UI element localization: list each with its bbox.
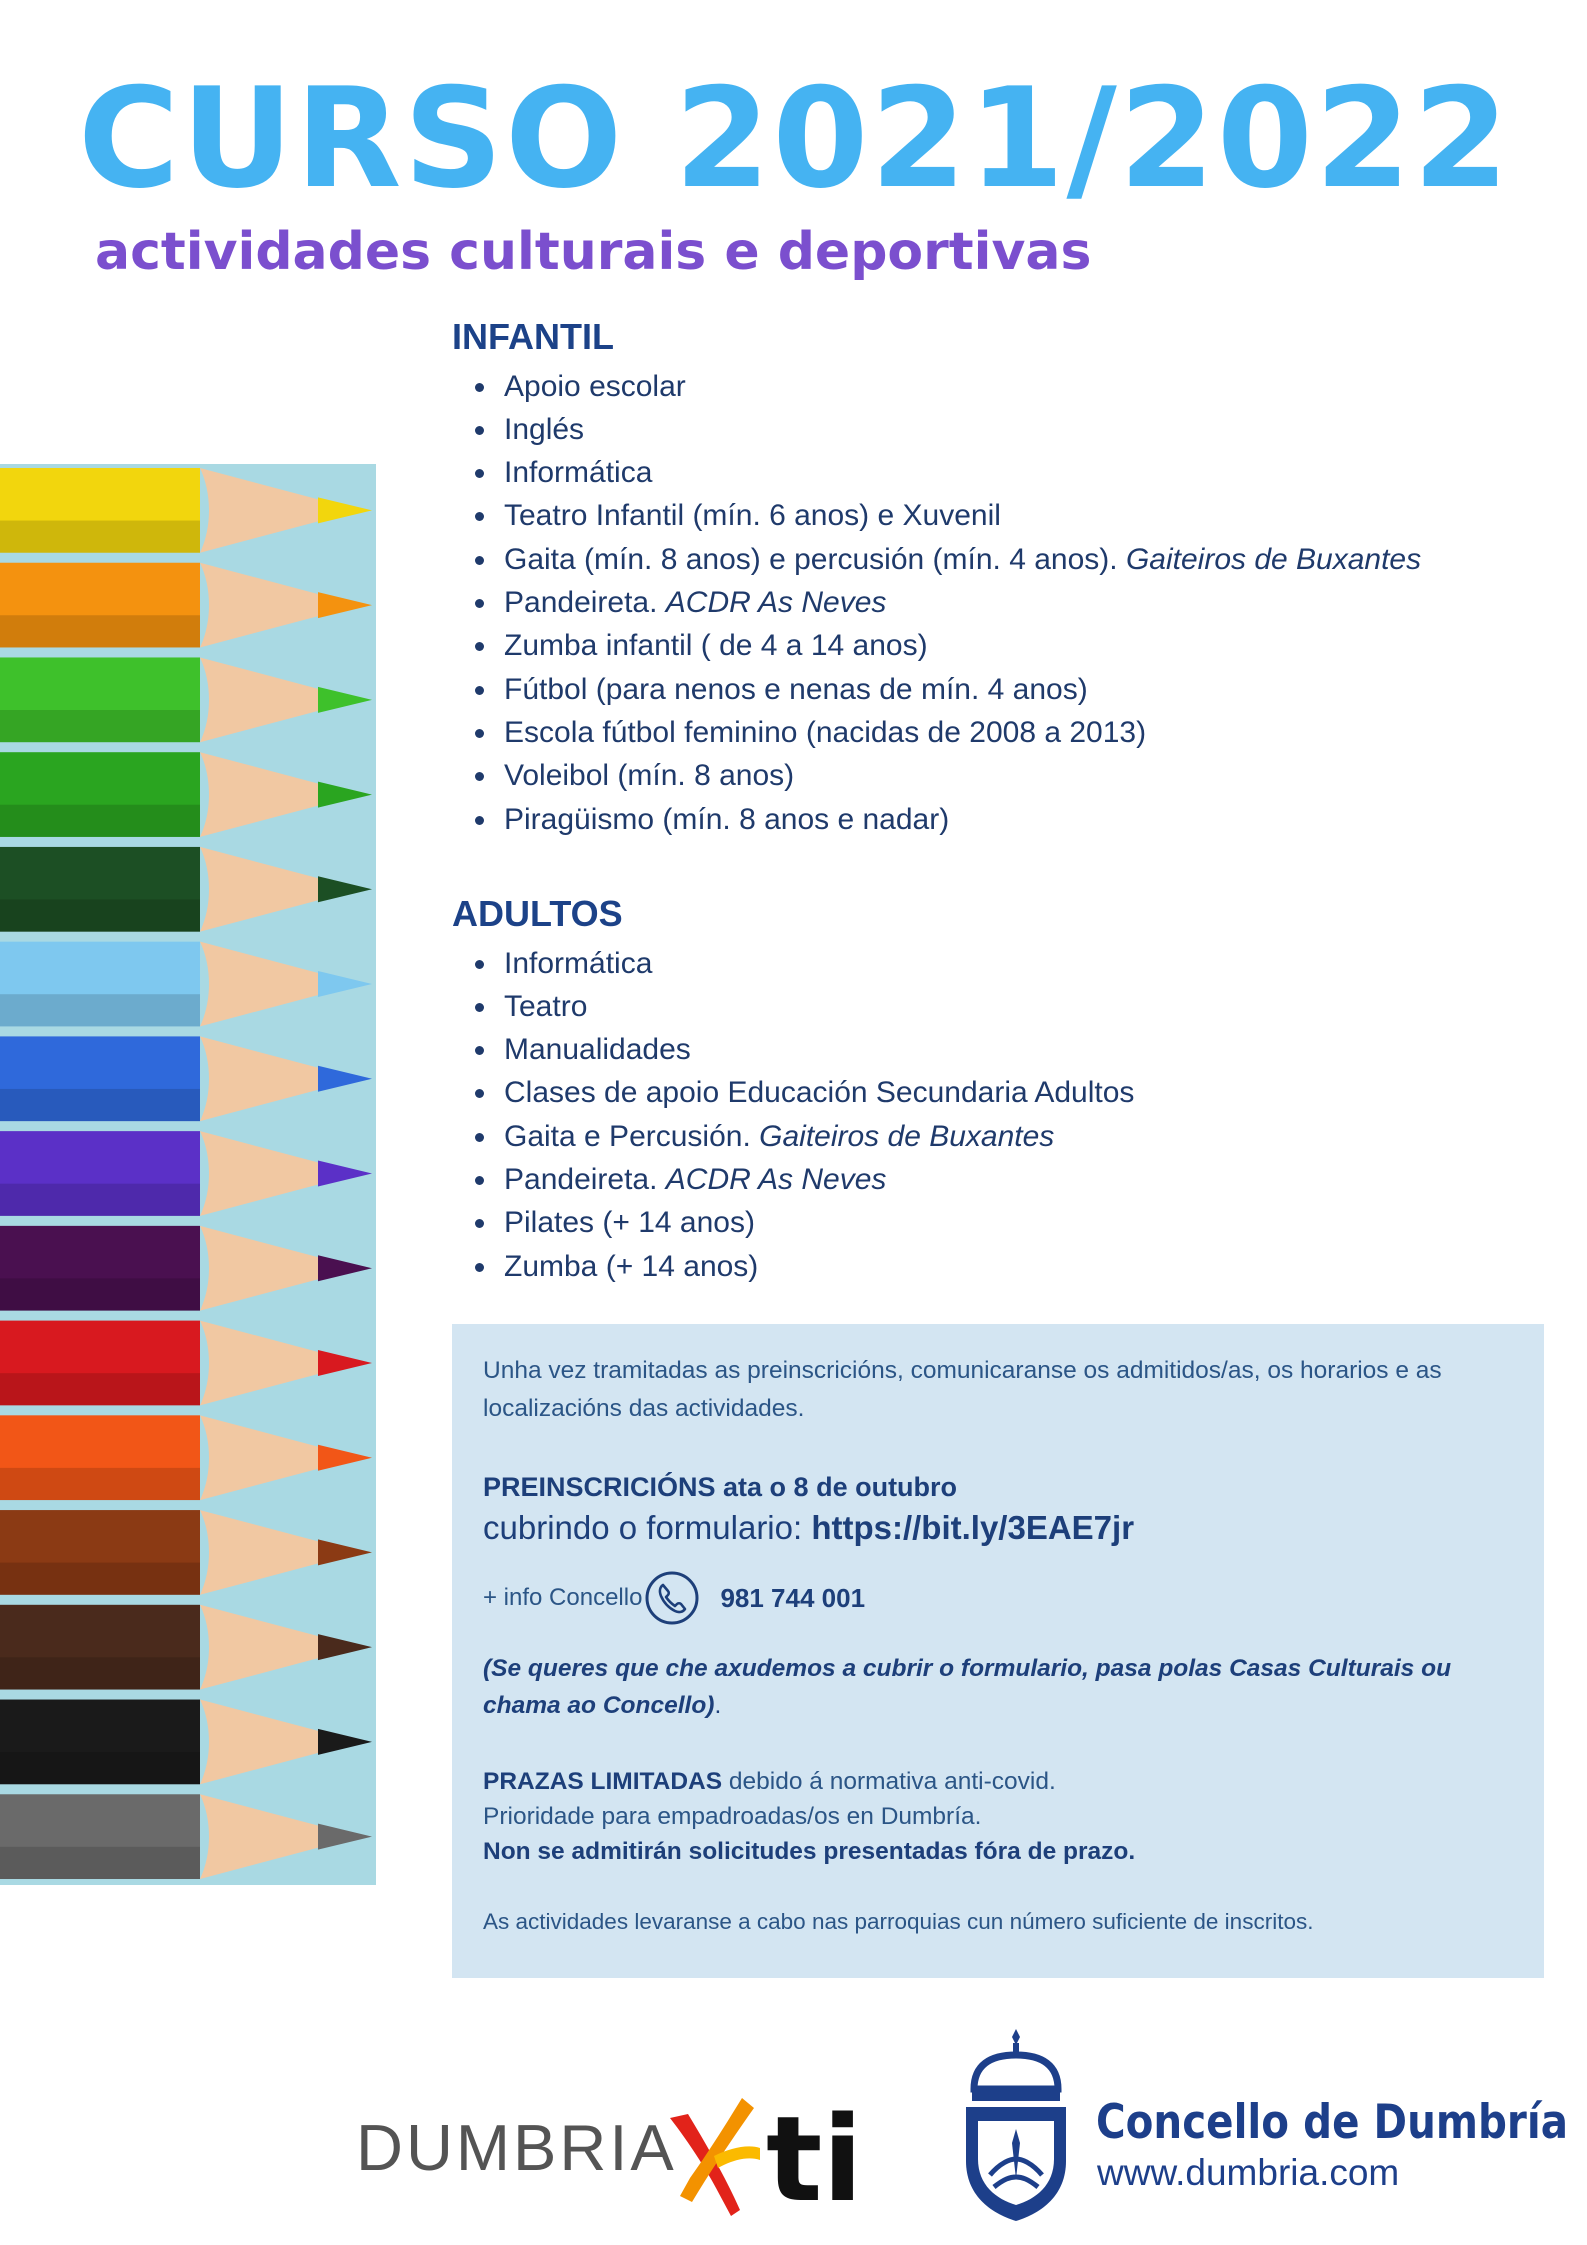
list-item-text: Teatro Infantil (mín. 6 anos) e Xuvenil bbox=[504, 499, 1001, 533]
list-item bbox=[452, 1158, 1532, 1201]
list-item-note: ACDR As Neves bbox=[665, 1163, 887, 1197]
list-item-text: Piragüismo (mín. 8 anos e nadar) bbox=[504, 802, 950, 836]
dumbria-xti-logo bbox=[356, 2078, 896, 2228]
xti-mark-icon bbox=[656, 2078, 896, 2228]
list-item-text: Gaita e Percusión. bbox=[504, 1119, 760, 1153]
priority-text: Prioridade para empadroadas/os en Dumbría. bbox=[483, 1803, 982, 1830]
adultos-section bbox=[452, 894, 1532, 1288]
list-item bbox=[452, 538, 1532, 581]
list-item bbox=[452, 798, 1532, 841]
list-item bbox=[452, 494, 1532, 537]
no-admission-text: Non se admitirán solicitudes presentadas fóra de prazo. bbox=[483, 1838, 1136, 1865]
list-item bbox=[452, 408, 1532, 451]
list-item-text: Zumba (+ 14 anos) bbox=[504, 1249, 759, 1283]
list-item-text: Pilates (+ 14 anos) bbox=[504, 1206, 755, 1240]
concello-website[interactable]: www.dumbria.com bbox=[1097, 2152, 1400, 2193]
list-item-text: Voleibol (mín. 8 anos) bbox=[504, 759, 795, 793]
list-item-text: Gaita (mín. 8 anos) e percusión (mín. 4 anos). bbox=[504, 542, 1126, 576]
parishes-text: As actividades levaranse a cabo nas parroquias cun número suficiente de inscritos. bbox=[483, 1909, 1314, 1934]
list-item-text: Inglés bbox=[504, 412, 585, 446]
list-item bbox=[452, 985, 1532, 1028]
phone-number[interactable]: 981 744 001 bbox=[720, 1582, 866, 1613]
help-text bbox=[483, 1650, 1514, 1724]
list-item-text: Clases de apoio Educación Secundaria Adultos bbox=[504, 1076, 1135, 1110]
list-item bbox=[452, 1028, 1532, 1071]
phone-icon bbox=[644, 1570, 700, 1626]
infantil-list bbox=[452, 365, 1532, 841]
form-prefix: cubrindo o formulario: bbox=[483, 1509, 812, 1546]
list-item-note: ACDR As Neves bbox=[665, 586, 887, 620]
list-item bbox=[452, 1245, 1532, 1288]
list-item-text: Informática bbox=[504, 456, 653, 490]
adultos-list bbox=[452, 942, 1532, 1288]
list-item bbox=[452, 1071, 1532, 1114]
list-item-text: Fútbol (para nenos e nenas de mín. 4 anos) bbox=[504, 672, 1088, 706]
list-item-note: Gaiteiros de Buxantes bbox=[1125, 542, 1422, 576]
list-item-text: Pandeireta. bbox=[504, 1163, 666, 1197]
info-label: + info Concello bbox=[483, 1584, 643, 1611]
help-text-main: (Se queres que che axudemos a cubrir o formulario, pasa polas Casas Culturais ou chama ao Concello) bbox=[483, 1655, 1452, 1719]
xti-ti-text: ti bbox=[766, 2090, 863, 2228]
list-item bbox=[452, 581, 1532, 624]
adultos-heading: ADULTOS bbox=[452, 893, 623, 934]
list-item bbox=[452, 942, 1532, 985]
list-item bbox=[452, 754, 1532, 797]
colored-pencils-image bbox=[0, 464, 376, 1885]
form-link[interactable]: https://bit.ly/3EAE7jr bbox=[811, 1509, 1135, 1546]
list-item bbox=[452, 1115, 1532, 1158]
list-item-text: Apoio escolar bbox=[504, 369, 686, 403]
help-text-period: . bbox=[714, 1692, 722, 1719]
limited-places-rest: debido á normativa anti-covid. bbox=[722, 1768, 1056, 1795]
list-item-text: Pandeireta. bbox=[504, 586, 666, 620]
info-box bbox=[452, 1324, 1544, 1978]
list-item-text: Manualidades bbox=[504, 1033, 691, 1067]
concello-shield-icon bbox=[960, 2025, 1072, 2225]
limited-places-strong: PRAZAS LIMITADAS bbox=[483, 1768, 723, 1795]
list-item bbox=[452, 365, 1532, 408]
dumbria-xti-word: DUMBRIA bbox=[356, 2111, 677, 2184]
preinscriptions-deadline: PREINSCRICIÓNS ata o 8 de outubro bbox=[483, 1472, 958, 1502]
page-title: CURSO 2021/2022 bbox=[78, 58, 1511, 219]
info-intro: Unha vez tramitadas as preinscricións, comunicaranse os admitidos/as, os horarios e as localizacións das actividades. bbox=[483, 1357, 1442, 1422]
list-item-text: Informática bbox=[504, 946, 653, 980]
concello-name: Concello de Dumbría bbox=[1096, 2095, 1569, 2150]
list-item-text: Escola fútbol feminino (nacidas de 2008 a 2013) bbox=[504, 715, 1147, 749]
form-line bbox=[483, 1506, 1514, 1550]
list-item bbox=[452, 451, 1532, 494]
list-item bbox=[452, 668, 1532, 711]
phone-line bbox=[483, 1568, 1514, 1628]
infantil-heading: INFANTIL bbox=[452, 316, 614, 357]
list-item bbox=[452, 624, 1532, 667]
list-item bbox=[452, 1201, 1532, 1244]
list-item-note: Gaiteiros de Buxantes bbox=[759, 1119, 1055, 1153]
list-item bbox=[452, 711, 1532, 754]
list-item-text: Zumba infantil ( de 4 a 14 anos) bbox=[504, 629, 928, 663]
limited-places bbox=[483, 1764, 1514, 1869]
infantil-section bbox=[452, 317, 1532, 841]
list-item-text: Teatro bbox=[504, 989, 588, 1023]
page-subtitle: actividades culturais e deportivas bbox=[95, 222, 1092, 282]
